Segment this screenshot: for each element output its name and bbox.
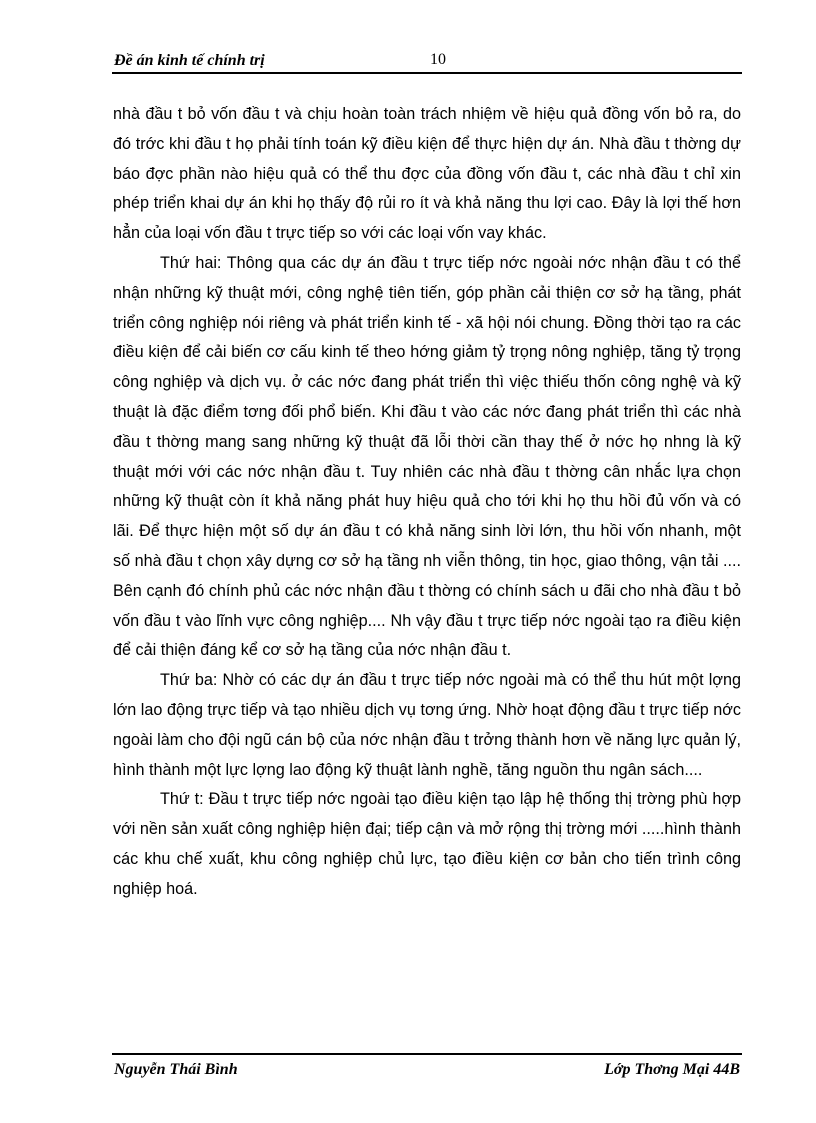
page-header	[112, 50, 742, 74]
footer-author: Nguyễn Thái Bình	[114, 1061, 238, 1078]
footer-class: Lớp Thơng Mại 44B	[604, 1061, 740, 1078]
paragraph-1: nhà đầu t bỏ vốn đầu t và chịu hoàn toàn trách nhiệm về hiệu quả đồng vốn bỏ ra, do đó trớc khi đầu t họ phải tính toán kỹ điều kiện để thực hiện dự án. Nhà đầu t thờng dự báo đợc phần nào hiệu quả có thể thu đợc của đồng vốn đầu t, các nhà đầu t chỉ xin phép triển khai dự án khi họ thấy độ rủi ro ít và khả năng thu lợi cao. Đây là lợi thế hơn hẳn của loại vốn đầu t trực tiếp so với các loại vốn vay khác.	[113, 105, 741, 243]
page-number: 10	[430, 51, 446, 68]
body-text	[113, 100, 741, 905]
paragraph-4: Thứ t: Đầu t trực tiếp nớc ngoài tạo điều kiện tạo lập hệ thống thị trờng phù hợp với nền sản xuất công nghiệp hiện đại; tiếp cận và mở rộng thị trờng mới .....hình thành các khu chế xuất, khu công nghiệp chủ lực, tạo điều kiện cơ bản cho tiến trình công nghiệp hoá.	[113, 790, 741, 898]
paragraph-2: Thứ hai: Thông qua các dự án đầu t trực tiếp nớc ngoài nớc nhận đầu t có thể nhận những kỹ thuật mới, công nghệ tiên tiến, góp phần cải thiện cơ sở hạ tầng, phát triển công nghiệp nói riêng và phát triển kinh tế - xã hội nói chung. Đồng thời tạo ra các điều kiện để cải biến cơ cấu kinh tế theo hớng giảm tỷ trọng nông nghiệp, tăng tỷ trọng công nghiệp và dịch vụ. ở các nớc đang phát triển thì việc thiếu thốn công nghệ và kỹ thuật là đặc điểm tơng đối phổ biến. Khi đầu t vào các nớc đang phát triển thì các nhà đầu t thờng mang sang những kỹ thuật đã lỗi thời cần thay thế ở nớc họ nhng là kỹ thuật mới với các nớc nhận đầu t. Tuy nhiên các nhà đầu t thờng cân nhắc lựa chọn những kỹ thuật còn ít khả năng phát huy hiệu quả cho tới khi họ thu hồi đủ vốn và có lãi. Để thực hiện một số dự án đầu t có khả năng sinh lời lớn, thu hồi vốn nhanh, một số nhà đầu t chọn xây dựng cơ sở hạ tầng nh viễn thông, tin học, giao thông, vận tải .... Bên cạnh đó chính phủ các nớc nhận đầu t thờng có chính sách u đãi cho nhà đầu t bỏ vốn đầu t vào lĩnh vực công nghiệp.... Nh vậy đầu t trực tiếp nớc ngoài tạo ra điều kiện để cải thiện đáng kể cơ sở hạ tầng của nớc nhận đầu t.	[113, 253, 741, 660]
paragraph-3: Thứ ba: Nhờ có các dự án đầu t trực tiếp nớc ngoài mà có thể thu hút một lợng lớn lao động trực tiếp và tạo nhiều dịch vụ tơng ứng. Nhờ hoạt động đầu t trực tiếp nớc ngoài làm cho đội ngũ cán bộ của nớc nhận đầu t trởng thành hơn về năng lực quản lý, hình thành một lực lợng lao động kỹ thuật lành nghề, tăng nguồn thu ngân sách....	[113, 671, 741, 779]
page-footer	[112, 1053, 742, 1079]
header-title: Đề án kinh tế chính trị	[114, 52, 265, 69]
